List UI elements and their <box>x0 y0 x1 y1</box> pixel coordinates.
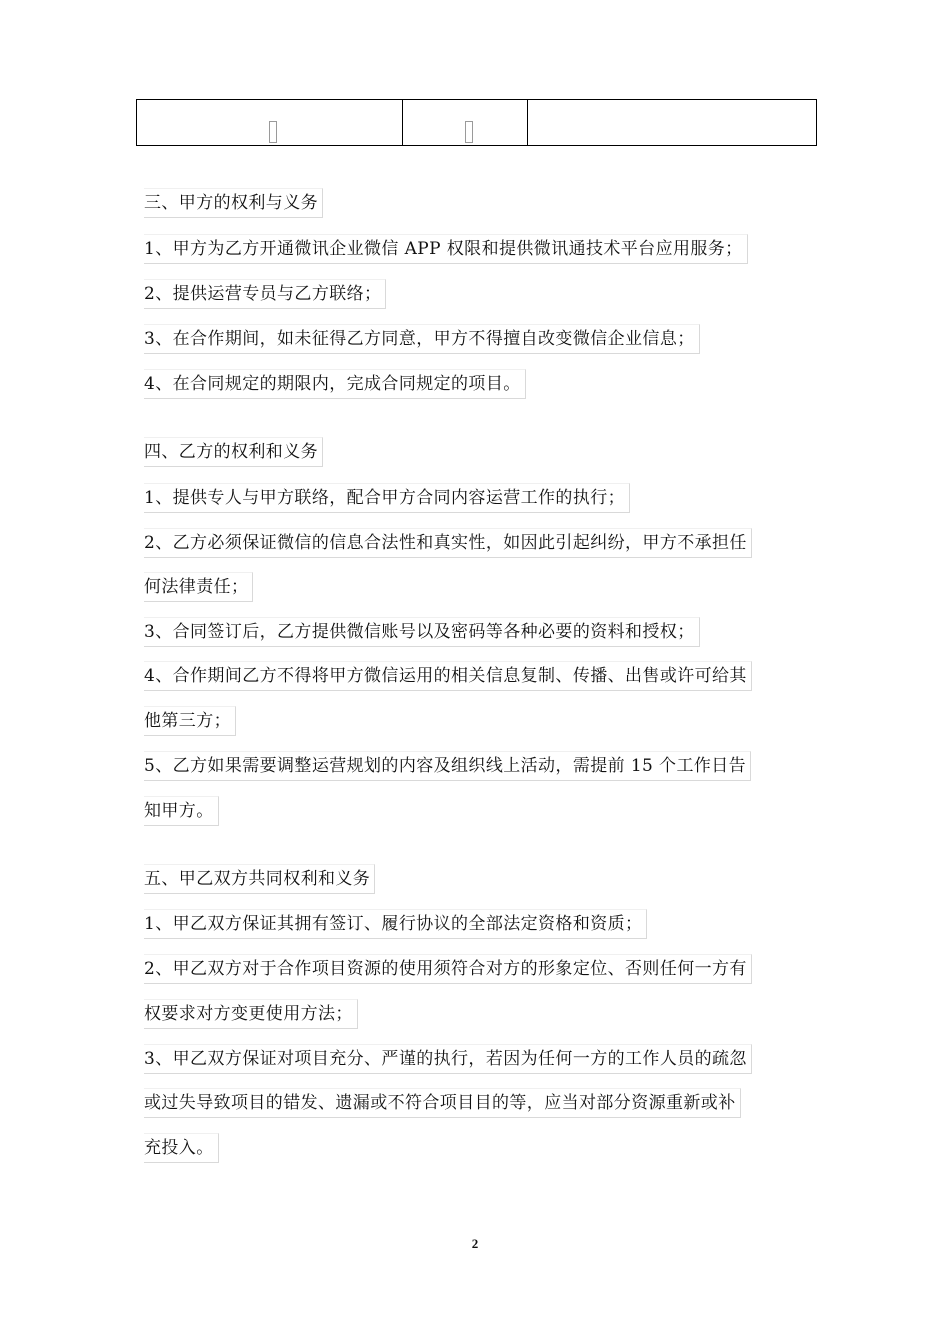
paragraph-line <box>144 661 752 689</box>
text-cursor-marker <box>269 121 277 143</box>
line-text: 知甲方。 <box>144 796 219 826</box>
paragraph-line <box>144 528 752 556</box>
section-heading-4 <box>144 437 323 465</box>
paragraph-line <box>144 279 386 307</box>
line-text: 或过失导致项目的错发、遗漏或不符合项目目的等，应当对部分资源重新或补 <box>144 1088 741 1118</box>
line-text: 2、提供运营专员与乙方联络； <box>144 279 386 309</box>
section-heading-3 <box>144 188 323 216</box>
section-heading-5 <box>144 864 375 892</box>
table-cell[interactable] <box>528 100 816 145</box>
table-fragment <box>136 99 817 146</box>
paragraph-line <box>144 572 253 600</box>
paragraph-line <box>144 617 700 645</box>
line-text: 3、合同签订后，乙方提供微信账号以及密码等各种必要的资料和授权； <box>144 617 700 647</box>
heading-text: 五、甲乙双方共同权利和义务 <box>144 864 375 894</box>
line-text: 1、甲乙双方保证其拥有签订、履行协议的全部法定资格和资质； <box>144 909 647 939</box>
page-number: 2 <box>471 1236 479 1251</box>
paragraph-line <box>144 1133 219 1161</box>
table-cell[interactable] <box>403 100 528 145</box>
paragraph-line <box>144 954 752 982</box>
line-text: 1、提供专人与甲方联络，配合甲方合同内容运营工作的执行； <box>144 483 630 513</box>
line-text: 3、甲乙双方保证对项目充分、严谨的执行，若因为任何一方的工作人员的疏忽 <box>144 1044 752 1074</box>
paragraph-line <box>144 1044 752 1072</box>
line-text: 4、在合同规定的期限内，完成合同规定的项目。 <box>144 369 526 399</box>
paragraph-line <box>144 234 748 262</box>
heading-text: 三、甲方的权利与义务 <box>144 188 323 218</box>
line-text: 何法律责任； <box>144 572 253 602</box>
paragraph-line <box>144 324 700 352</box>
text-cursor-marker <box>465 121 473 143</box>
line-text: 2、甲乙双方对于合作项目资源的使用须符合对方的形象定位、否则任何一方有 <box>144 954 752 984</box>
paragraph-line <box>144 751 751 779</box>
table-cell[interactable] <box>137 100 403 145</box>
line-text: 4、合作期间乙方不得将甲方微信运用的相关信息复制、传播、出售或许可给其 <box>144 661 752 691</box>
paragraph-line <box>144 483 630 511</box>
line-text: 2、乙方必须保证微信的信息合法性和真实性，如因此引起纠纷，甲方不承担任 <box>144 528 752 558</box>
heading-text: 四、乙方的权利和义务 <box>144 437 323 467</box>
paragraph-line <box>144 369 526 397</box>
paragraph-line <box>144 796 219 824</box>
line-text: 权要求对方变更使用方法； <box>144 999 358 1029</box>
line-text: 他第三方； <box>144 706 236 736</box>
line-text: 5、乙方如果需要调整运营规划的内容及组织线上活动，需提前 15 个工作日告 <box>144 751 751 781</box>
paragraph-line <box>144 909 647 937</box>
line-text: 1、甲方为乙方开通微讯企业微信 APP 权限和提供微讯通技术平台应用服务； <box>144 234 748 264</box>
paragraph-line <box>144 706 236 734</box>
line-text: 3、在合作期间，如未征得乙方同意，甲方不得擅自改变微信企业信息； <box>144 324 700 354</box>
line-text: 充投入。 <box>144 1133 219 1163</box>
paragraph-line <box>144 999 358 1027</box>
paragraph-line <box>144 1088 741 1116</box>
